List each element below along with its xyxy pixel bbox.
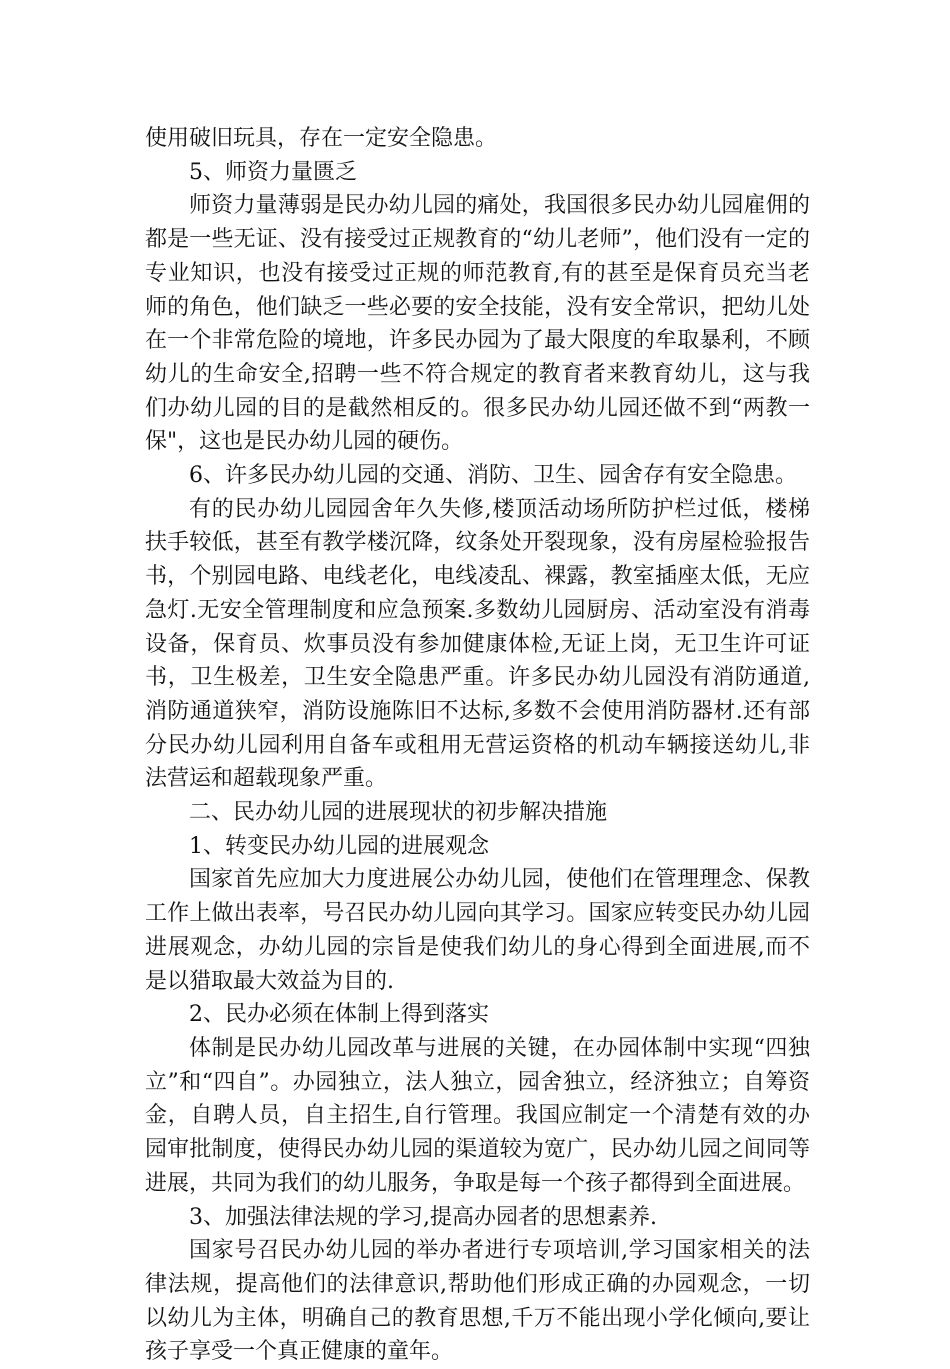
paragraph-safety-hazards: 有的民办幼儿园园舍年久失修,楼顶活动场所防护栏过低，楼梯扶手较低，甚至有教学楼沉降，纹条处开裂现象，没有房屋检验报告书，个别园电路、电线老化，电线凌乱、裸露，教室插座太低，无应急灯.无安全管理制度和应急预案.多数幼儿园厨房、活动室没有消毒设备，保育员、炊事员没有参加健康体检,无证上岗，无卫生许可证书，卫生极差，卫生安全隐患严重。许多民办幼儿园没有消防通道,消防通道狭窄，消防设施陈旧不达标,多数不会使用消防器材.还有部分民办幼儿园利用自备车或租用无营运资格的机动车辆接送幼儿,非法营运和超载现象严重。 (145, 496, 810, 792)
paragraph-system: 体制是民办幼儿园改革与进展的关键，在办园体制中实现“四独立”和“四自”。办园独立，法人独立，园舍独立，经济独立；自筹资金，自聘人员，自主招生,自行管理。我国应制定一个清楚有效的办园审批制度，使得民办幼儿园的渠道较为宽广，民办幼儿园之间同等进展，共同为我们的幼儿服务，争取是每一个孩子都得到全面进展。 (145, 1035, 810, 1196)
paragraph-law-study: 国家号召民办幼儿园的举办者进行专项培训,学习国家相关的法律法规，提高他们的法律意识,帮助他们形成正确的办园观念，一切以幼儿为主体，明确自己的教育思想,千万不能出现小学化倾向,要让孩子享受一个真正健康的童年。 (145, 1238, 810, 1365)
heading-teacher-shortage: 5、师资力量匮乏 (189, 159, 357, 185)
paragraph-change-concept: 国家首先应加大力度进展公办幼儿园，使他们在管理理念、保教工作上做出表率，号召民办幼儿园向其学习。国家应转变民办幼儿园进展观念，办幼儿园的宗旨是使我们幼儿的身心得到全面进展,而不是以猎取最大效益为目的. (145, 867, 810, 994)
section-heading-solutions: 二、民办幼儿园的进展现状的初步解决措施 (189, 800, 608, 826)
heading-change-concept: 1、转变民办幼儿园的进展观念 (189, 833, 489, 859)
heading-law-study: 3、加强法律法规的学习,提高办园者的思想素养. (189, 1204, 657, 1230)
heading-safety-hazards: 6、许多民办幼儿园的交通、消防、卫生、园舍存有安全隐患。 (189, 463, 797, 489)
document-body (145, 122, 810, 1369)
heading-system: 2、民办必须在体制上得到落实 (189, 1002, 489, 1028)
paragraph-teacher-shortage: 师资力量薄弱是民办幼儿园的痛处，我国很多民办幼儿园雇佣的都是一些无证、没有接受过正规教育的“幼儿老师”，他们没有一定的专业知识，也没有接受过正规的师范教育,有的甚至是保育员充当老师的角色，他们缺乏一些必要的安全技能，没有安全常识，把幼儿处在一个非常危险的境地，许多民办园为了最大限度的牟取暴利，不顾幼儿的生命安全,招聘一些不符合规定的教育者来教育幼儿，这与我们办幼儿园的目的是截然相反的。很多民办幼儿园还做不到“两教一保"，这也是民办幼儿园的硬伤。 (145, 193, 810, 455)
paragraph-continuation: 使用破旧玩具，存在一定安全隐患。 (145, 126, 498, 151)
